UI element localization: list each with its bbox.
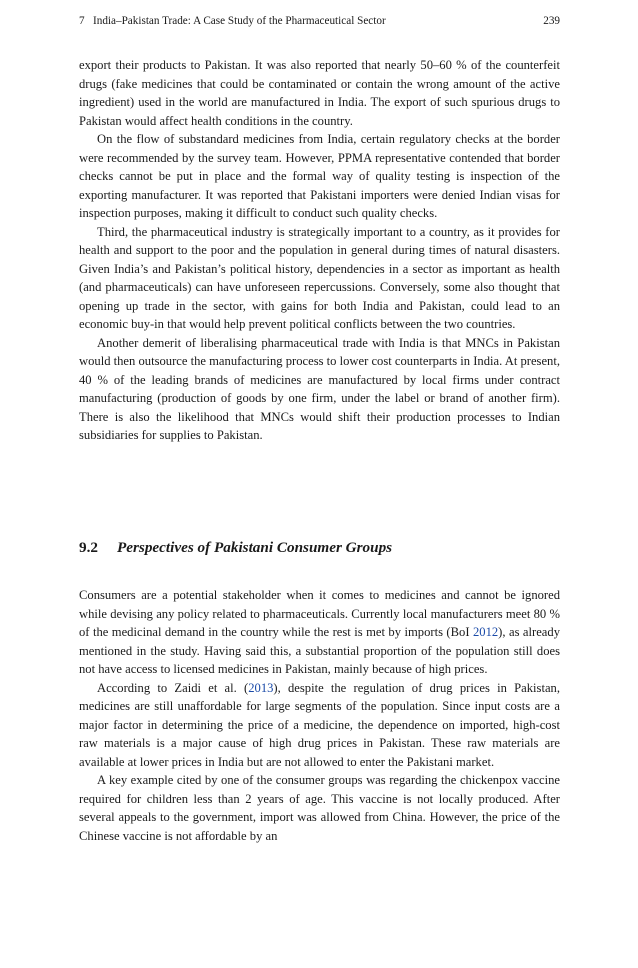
running-header (79, 13, 560, 29)
section-paragraph-2-text-b: ), despite the regulation of drug prices in Pakistan, medicines are still unaffordable for large segments of the population. Since input costs are a major factor in determining the price of a medicine, the dependence on imported, high-cost raw materials is a major cause of high drug prices in Pakistan. These raw materials are available at lower prices in India but are not allowed to enter the Pakistani market. (79, 680, 560, 769)
body-text-section (79, 586, 560, 845)
running-title-text: India–Pakistan Trade: A Case Study of the Pharmaceutical Sector (93, 15, 386, 27)
section-paragraph-3: A key example cited by one of the consumer groups was regarding the chickenpox vaccine required for children less than 2 years of age. This vaccine is not locally produced. After several appeals to the government, import was allowed from China. However, the price of the Chinese vaccine is not affordable by an (79, 773, 560, 843)
citation-link-boi-2012[interactable]: 2012 (472, 625, 499, 639)
section-title-text: Perspectives of Pakistani Consumer Groups (117, 539, 393, 556)
section-paragraph-2-text-a: According to Zaidi et al. ( (97, 680, 249, 695)
section-paragraph-1-text-b: ), as already mentioned in the study. Having said this, a substantial proportion of the population still does not have access to licensed medicines in Pakistan, mainly because of high prices. (79, 625, 560, 676)
paragraph-2: On the flow of substandard medicines from India, certain regulatory checks at the border were recommended by the survey team. However, PPMA representative contended that border checks cannot be put in place and the formal way of quality testing is inspection of the exporting manufacturer. It was reported that Pakistani importers were denied Indian visas for inspection purposes, making it difficult to conduct such quality checks. (79, 132, 560, 220)
section-number: 9.2 (79, 539, 98, 556)
section-heading (79, 538, 560, 558)
paragraph-4: Another demerit of liberalising pharmaceutical trade with India is that MNCs in Pakistan would then outsource the manufacturing process to lower cost counterparts in India. At present, 40 % of the leading brands of medicines are manufactured by local firms under contract manufacturing (production of goods by one firm, under the label or brand of another firm). There is also the likelihood that MNCs would shift their production processes to Indian subsidiaries for supplies to Pakistan. (79, 335, 560, 442)
running-title (79, 13, 386, 29)
chapter-number: 7 (79, 15, 85, 27)
section-paragraph-1-text-a: Consumers are a potential stakeholder when it comes to medicines and cannot be ignored while devising any policy related to pharmaceuticals. Currently local manufacturers meet 80 % of the medicinal demand in the country while the rest is met by imports (BoI (79, 588, 560, 639)
body-text-top (79, 56, 560, 445)
paragraph-1: export their products to Pakistan. It was also reported that nearly 50–60 % of the counterfeit drugs (fake medicines that could be contaminated or contain the wrong amount of the active ingredient) used in the world are manufactured in India. The export of such spurious drugs to Pakistan would affect health conditions in the country. (79, 58, 560, 128)
page-number: 239 (543, 15, 560, 27)
section-paragraph-1 (79, 586, 560, 679)
paragraph-3: Third, the pharmaceutical industry is strategically important to a country, as it provides for health and support to the poor and the population in general during times of natural disasters. Given India’s and Pakistan’s political history, dependencies in a sector as important as health (and pharmaceuticals) can have unforeseen repercussions. Conversely, some also thought that opening up trade in the sector, with gains for both India and Pakistan, could lead to an economic buy-in that would help prevent political conflicts between the two countries. (79, 224, 560, 331)
section-paragraph-2 (79, 679, 560, 772)
citation-link-zaidi-2013[interactable]: 2013 (248, 680, 274, 695)
